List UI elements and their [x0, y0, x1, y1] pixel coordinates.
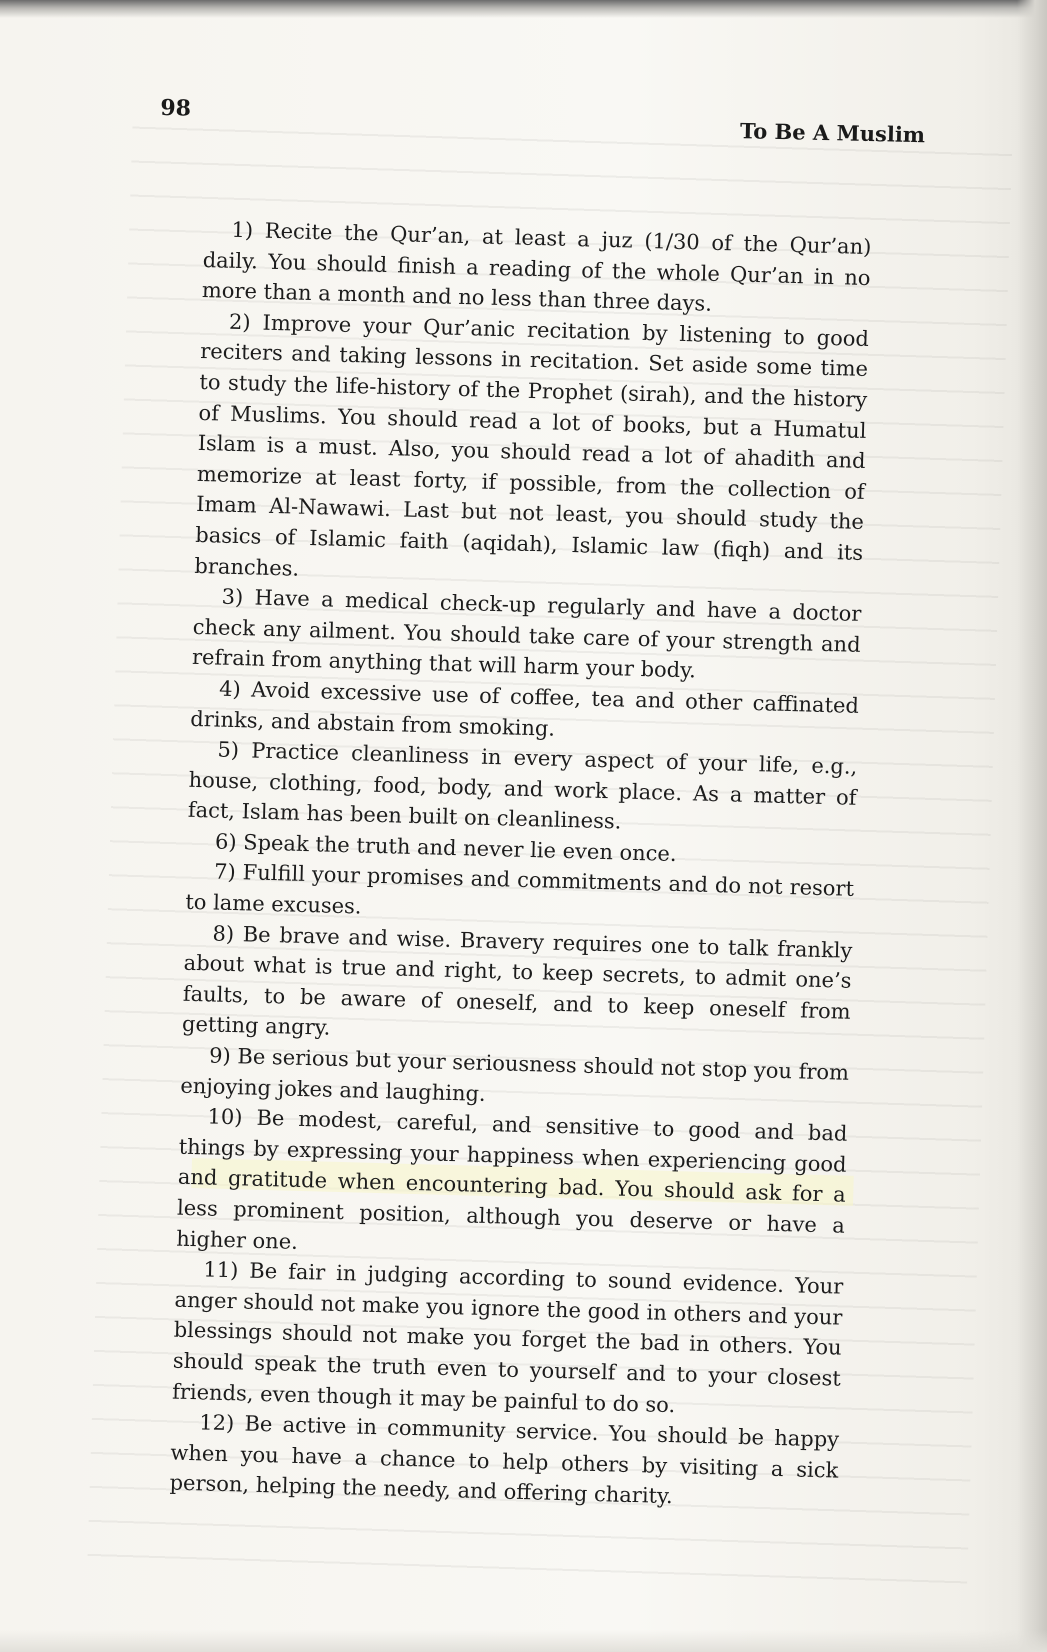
paragraph-3: 3) Have a medical check-up regularly and have a doctor check any ailment. You should take care of your strength and refrain from anything that will harm your body. — [191, 584, 862, 683]
bottom-edge-shadow — [0, 1630, 1047, 1652]
page-number: 98 — [160, 94, 192, 122]
paragraph-7: 7) Fulfill your promises and commitments and do not resort to lame excuses. — [185, 859, 855, 919]
page-gutter-shadow — [1017, 0, 1047, 1652]
paragraph-4: 4) Avoid excessive use of coffee, tea and other caffinated drinks, and abstain from smoking. — [190, 676, 860, 741]
page-header — [0, 0, 1047, 211]
paragraph-6: 6) Speak the truth and never lie even once. — [214, 829, 677, 866]
paragraph-10: 10) Be modest, careful, and sensitive to good and bad things by expressing your happiness when experiencing good and gratitude when encountering bad. You should ask for a less prominent position, although you deserve or have a higher one. — [175, 1104, 848, 1254]
paragraph-12: 12) Be active in community service. You should be happy when you have a chance to help others by visiting a sick person, helping the needy, and offering charity. — [169, 1410, 840, 1509]
paragraph-11: 11) Be fair in judging according to sound evidence. Your anger should not make you ignore the good in others and your blessings should not make you forget the bad in others. You should speak the truth even to yourself and to your closest friends, even though it may be painful to do so. — [171, 1257, 844, 1417]
paragraph-5: 5) Practice cleanliness in every aspect of your life, e.g., house, clothing, food, body, and work place. As a matter of fact, Islam has been built on cleanliness. — [187, 737, 858, 834]
paragraph-8: 8) Be brave and wise. Bravery requires one to talk frankly about what is true and right, to keep secrets, to admit one’s faults, to be aware of oneself, and to keep oneself from getting angry. — [181, 921, 853, 1041]
paragraph-9: 9) Be serious but your seriousness should not stop you from enjoying jokes and laughing. — [180, 1043, 850, 1106]
paragraph-1: 1) Recite the Qur’an, at least a juz (1/30 of the Qur’an) daily. You should finish a reading of the whole Qur’an in no more than a month and no less than three days. — [201, 217, 872, 316]
body-text — [169, 214, 872, 1517]
paragraph-2: 2) Improve your Qur’anic recitation by listening to good reciters and taking lessons in recitation. Set aside some time to study the life-history of the Prophet (sirah), and the history of Muslims. You should read a lot of books, but a Humatul Islam is a must. Also, you should read a lot of ahadith and memorize at least forty, if possible, from the collection of Imam Al-Nawawi. Last but not least, you should study the basics of Islamic faith (aqidah), Islamic law (fiqh) and its branches. — [194, 309, 870, 581]
running-head: To Be A Muslim — [739, 118, 926, 148]
